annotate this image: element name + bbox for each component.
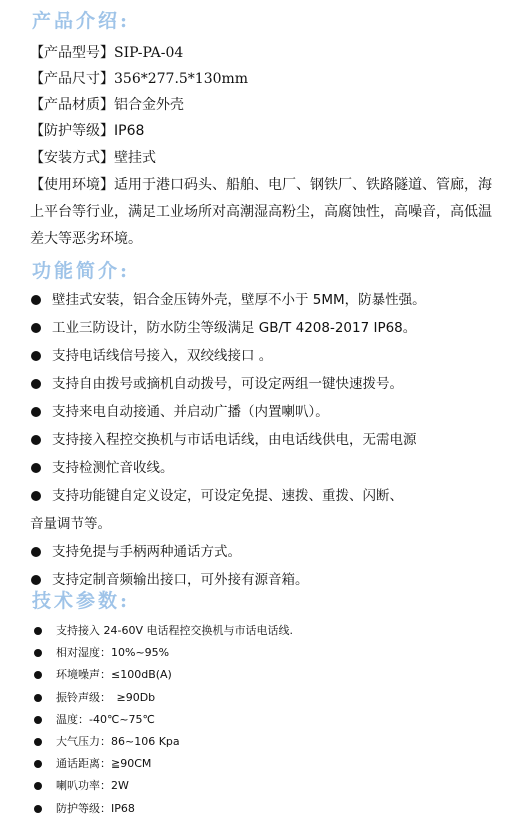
tech-param-text: 振铃声级： ≥90Db — [56, 690, 156, 704]
spec-protection — [30, 118, 144, 144]
tech-param-text: 相对湿度：10%~95% — [56, 646, 170, 660]
spec-install — [30, 145, 156, 171]
list-item — [30, 454, 510, 482]
bullet-dot — [34, 671, 42, 679]
list-item — [34, 620, 494, 642]
tech-params-list — [34, 620, 494, 819]
bullet-dot — [34, 760, 42, 768]
bullet-dot — [31, 547, 41, 557]
feature-text: 支持接入程控交换机与市话电话线，由电话线供电，无需电源 — [52, 432, 417, 448]
list-item — [34, 775, 494, 797]
spec-protection-key: 【防护等级】 — [30, 123, 114, 139]
list-item — [30, 538, 510, 566]
spec-install-key: 【安装方式】 — [30, 150, 114, 166]
spec-model — [30, 40, 183, 66]
list-item — [34, 687, 494, 709]
bullet-dot — [31, 407, 41, 417]
feature-text: 支持自由拨号或摘机自动拨号，可设定两组一键快速拨号。 — [52, 376, 403, 392]
list-item — [30, 370, 510, 398]
bullet-dot — [31, 379, 41, 389]
usage-value: 适用于港口码头、船舶、电厂、钢铁厂、铁路隧道、管廊，海上平台等行业，满足工业场所对高潮湿高粉尘，高腐蚀性，高噪音，高低温差大等恶劣环境。 — [30, 177, 492, 247]
feature-text: 支持检测忙音收线。 — [52, 460, 174, 476]
bullet-dot — [34, 738, 42, 746]
list-item — [30, 342, 510, 370]
spec-material-key: 【产品材质】 — [30, 97, 114, 113]
tech-param-text: 温度：-40℃~75℃ — [56, 712, 155, 726]
product-intro-title: 产品介绍: — [32, 10, 131, 32]
bullet-dot — [34, 627, 42, 635]
feature-text: 支持电话线信号接入，双绞线接口 。 — [52, 348, 273, 364]
bullet-dot — [31, 295, 41, 305]
tech-param-text: 防护等级：IP68 — [56, 801, 135, 815]
bullet-dot — [31, 435, 41, 445]
bullet-dot — [31, 463, 41, 473]
feature-text: 壁挂式安装，铝合金压铸外壳，壁厚不小于 5MM，防暴性强。 — [52, 292, 426, 308]
list-item-continuation — [30, 510, 510, 538]
spec-model-key: 【产品型号】 — [30, 45, 114, 61]
bullet-dot — [34, 649, 42, 657]
usage-key: 【使用环境】 — [30, 177, 114, 193]
list-item — [30, 426, 510, 454]
list-item — [34, 709, 494, 731]
bullet-dot — [34, 782, 42, 790]
feature-text: 支持免提与手柄两种通话方式。 — [52, 544, 241, 560]
tech-param-text: 环境噪声：≤100dB(A) — [56, 668, 172, 682]
bullet-dot — [34, 694, 42, 702]
spec-protection-value: IP68 — [114, 123, 145, 139]
list-item — [34, 753, 494, 775]
spec-material — [30, 92, 184, 118]
bullet-dot — [31, 491, 41, 501]
tech-param-text: 大气压力：86~106 Kpa — [56, 734, 180, 748]
list-item — [30, 398, 510, 426]
list-item — [30, 482, 510, 510]
tech-param-text: 通话距离：≧90CM — [56, 757, 152, 771]
features-list — [30, 286, 510, 594]
spec-size-value: 356*277.5*130mm — [114, 71, 249, 87]
feature-text: 支持来电自动接通、并启动广播（内置喇叭）。 — [52, 404, 329, 420]
spec-material-value: 铝合金外壳 — [114, 97, 184, 113]
list-item — [30, 286, 510, 314]
list-item — [30, 314, 510, 342]
bullet-dot — [31, 351, 41, 361]
bullet-dot — [31, 575, 41, 585]
spec-size — [30, 66, 248, 92]
spec-size-key: 【产品尺寸】 — [30, 71, 114, 87]
bullet-dot — [34, 716, 42, 724]
list-item — [34, 642, 494, 664]
feature-text: 支持功能键自定义设定，可设定免提、速拨、重拨、闪断、 — [52, 488, 403, 504]
feature-text: 支持定制音频输出接口，可外接有源音箱。 — [52, 572, 309, 588]
feature-text: 工业三防设计，防水防尘等级满足 GB/T 4208-2017 IP68。 — [52, 320, 417, 336]
list-item — [34, 664, 494, 686]
feature-continuation-text: 音量调节等。 — [30, 516, 111, 532]
spec-model-value: SIP-PA-04 — [114, 45, 184, 61]
bullet-dot — [34, 805, 42, 813]
features-title: 功能简介: — [32, 260, 131, 282]
bullet-dot — [31, 323, 41, 333]
list-item — [34, 731, 494, 753]
tech-param-text: 支持接入 24-60V 电话程控交换机与市话电话线. — [56, 624, 293, 637]
spec-install-value: 壁挂式 — [114, 150, 156, 166]
tech-param-text: 喇叭功率：2W — [56, 779, 129, 793]
usage-environment — [30, 172, 500, 253]
list-item — [34, 798, 494, 819]
tech-params-title: 技术参数: — [32, 590, 131, 612]
